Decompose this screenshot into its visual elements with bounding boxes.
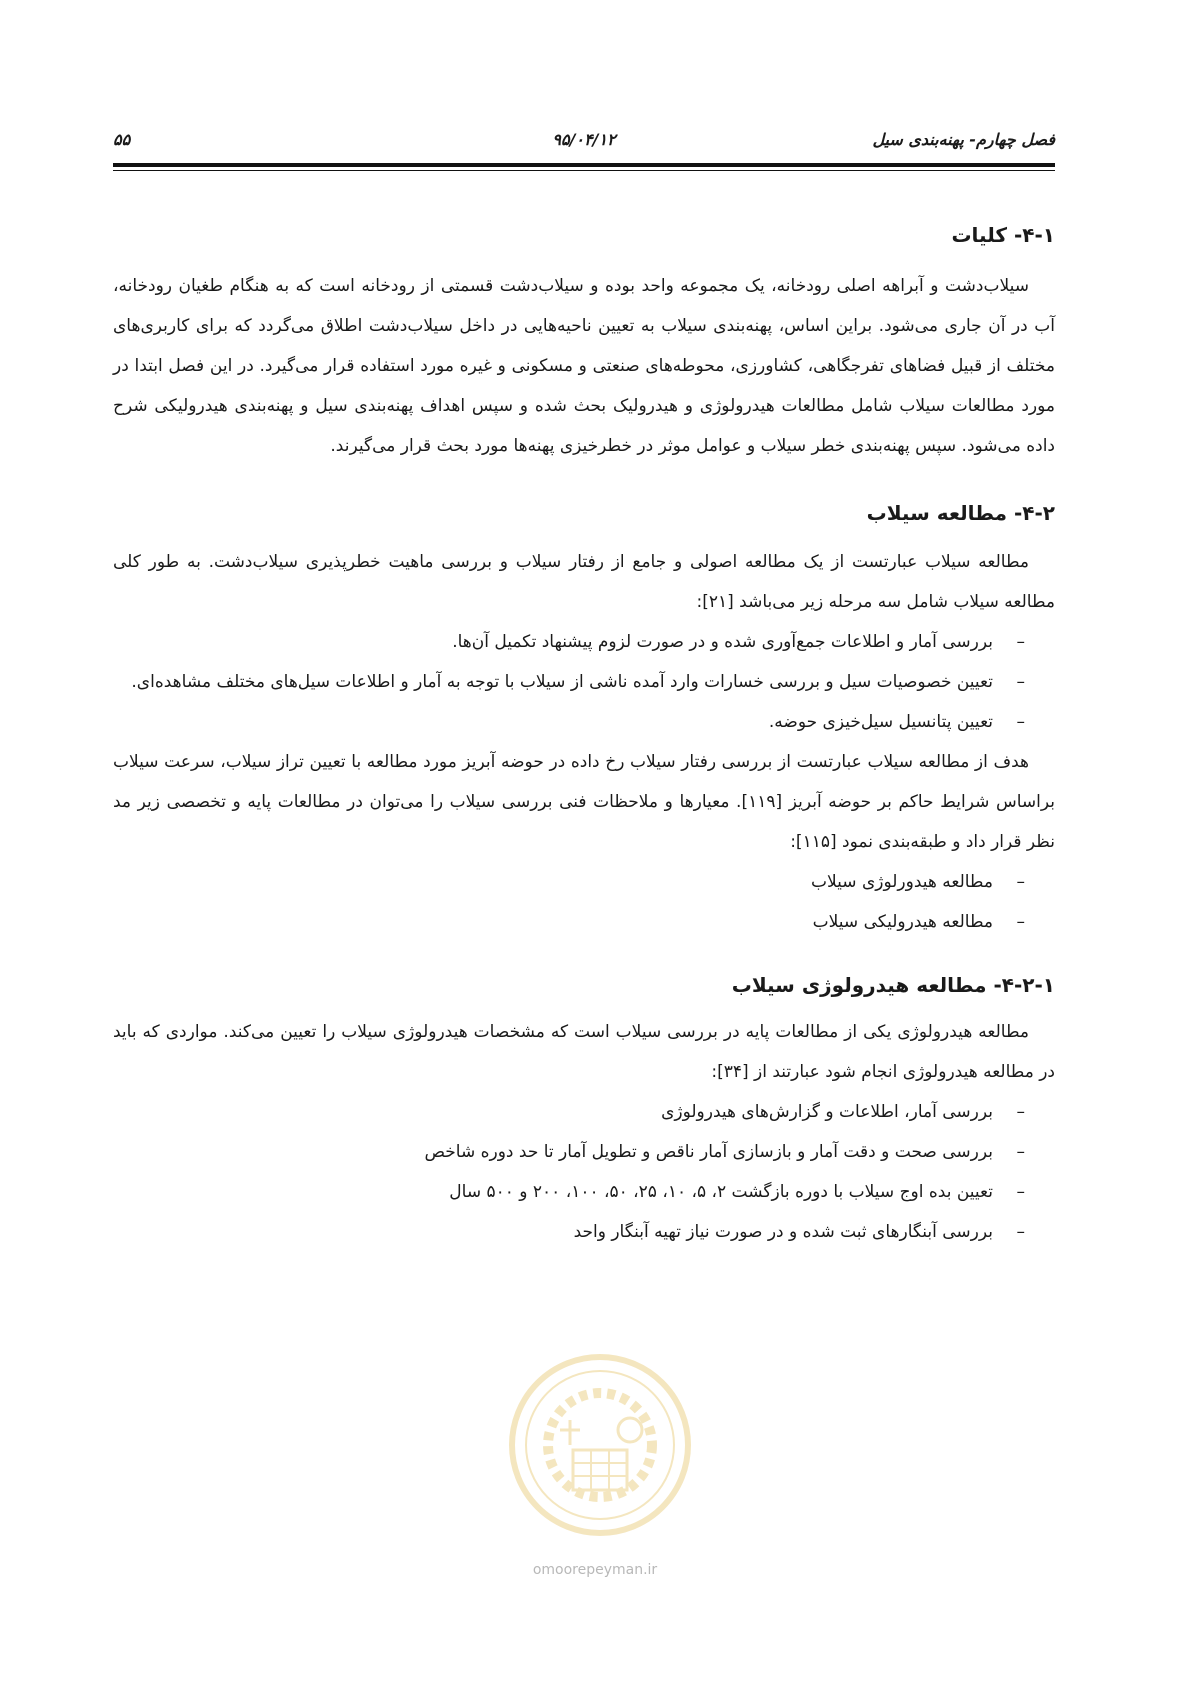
list-item: [113, 862, 1025, 902]
bullet-dash: –: [1016, 912, 1025, 932]
bullet-dash: –: [1016, 672, 1025, 692]
list-item: [113, 622, 1025, 662]
flood-study-stages-list: [113, 622, 1055, 742]
bullet-dash: –: [1016, 632, 1025, 652]
list-item: [113, 902, 1025, 942]
list-item: [113, 1132, 1025, 1172]
header-rule-thin: [113, 170, 1055, 171]
bullet-dash: –: [1016, 872, 1025, 892]
paragraph-generalities: سیلاب‌دشت و آبراهه اصلی رودخانه، یک مجموعه واحد بوده و سیلاب‌دشت قسمتی از رودخانه است که به هنگام طغیان رودخانه، آب در آن جاری می‌شود. براین اساس، پهنه‌بندی سیلاب به تعیین ناحیه‌هایی در داخل سیلاب‌دشت اطلاق می‌گردد که برای کاربری‌های مختلف از قبیل فضاهای تفرجگاهی، کشاورزی، محوطه‌های صنعتی و مسکونی و غیره مورد استفاده قرار می‌گیرد. در این فصل ابتدا در مورد مطالعات سیلاب شامل مطالعات هیدرولوژی و هیدرولیک بحث شده و سپس اهداف پهنه‌بندی سیل و پهنه‌بندی هیدرولیکی شرح داده می‌شود. سپس پهنه‌بندی خطر سیلاب و عوامل موثر در خطرخیزی پهنه‌ها مورد بحث قرار می‌گیرند.: [113, 276, 1055, 456]
bullet-dash: –: [1016, 1102, 1025, 1122]
page-number: ۵۵: [113, 130, 131, 149]
list-item-text: تعیین پتانسیل سیل‌خیزی حوضه.: [768, 712, 993, 732]
watermark-site: omoorepeyman.ir: [532, 1562, 658, 1578]
bullet-dash: –: [1016, 1142, 1025, 1162]
chapter-title: فصل چهارم- پهنه‌بندی سیل: [872, 130, 1055, 149]
list-item: [113, 1212, 1025, 1252]
list-item-text: بررسی آبنگارهای ثبت شده و در صورت نیاز تهیه آبنگار واحد: [573, 1222, 993, 1242]
hydrology-tasks-list: [113, 1092, 1055, 1252]
list-item-text: تعیین بده اوج سیلاب با دوره بازگشت ۲، ۵، ۱۰، ۲۵، ۵۰، ۱۰۰، ۲۰۰ و ۵۰۰ سال: [449, 1182, 993, 1202]
page-body: [113, 210, 1055, 1252]
subsection-heading-hydrology: ۴-۲-۱- مطالعه هیدرولوژی سیلاب: [731, 973, 1055, 997]
header-rule-thick: [113, 163, 1055, 167]
bullet-dash: –: [1016, 712, 1025, 732]
list-item: [113, 702, 1025, 742]
flood-study-types-list: [113, 862, 1055, 942]
header-date: ۹۵/۰۴/۱۲: [552, 130, 616, 149]
bullet-dash: –: [1016, 1182, 1025, 1202]
list-item: [113, 1092, 1025, 1132]
section-heading-flood-study: ۴-۲- مطالعه سیلاب: [866, 501, 1055, 525]
list-item-text: تعیین خصوصیات سیل و بررسی خسارات وارد آمده ناشی از سیلاب با توجه به آمار و اطلاعات سیل‌های مختلف مشاهده‌ای.: [131, 672, 993, 692]
list-item-text: بررسی آمار و اطلاعات جمع‌آوری شده و در صورت لزوم پیشنهاد تکمیل آن‌ها.: [452, 632, 993, 652]
list-item-text: بررسی صحت و دقت آمار و بازسازی آمار ناقص و تطویل آمار تا حد دوره شاخص: [424, 1142, 993, 1162]
paragraph-flood-study-intro: مطالعه سیلاب عبارتست از یک مطالعه اصولی و جامع از رفتار سیلاب و بررسی ماهیت خطرپذیری سیلاب‌دشت. به طور کلی مطالعه سیلاب شامل سه مرحله زیر می‌باشد [۲۱]:: [113, 552, 1055, 612]
paragraph-flood-study-goal: هدف از مطالعه سیلاب عبارتست از بررسی رفتار سیلاب رخ داده در حوضه آبریز مورد مطالعه با تعیین تراز سیلاب، سرعت سیلاب براساس شرایط حاکم بر حوضه آبریز [۱۱۹]. معیارها و ملاحظات فنی بررسی سیلاب را می‌توان در مطالعات پایه و تخصصی زیر مد نظر قرار داد و طبقه‌بندی نمود [۱۱۵]:: [113, 752, 1055, 852]
section-heading-generalities: ۴-۱- کلیات: [951, 223, 1055, 247]
seal-logo-icon: [505, 1350, 695, 1540]
running-header: [113, 130, 1055, 156]
list-item-text: مطالعه هیدرولیکی سیلاب: [812, 912, 993, 932]
list-item: [113, 1172, 1025, 1212]
list-item-text: مطالعه هیدورلوژی سیلاب: [811, 872, 993, 892]
bullet-dash: –: [1016, 1222, 1025, 1242]
list-item-text: بررسی آمار، اطلاعات و گزارش‌های هیدرولوژی: [661, 1102, 993, 1122]
paragraph-hydrology: مطالعه هیدرولوژی یکی از مطالعات پایه در بررسی سیلاب است که مشخصات هیدرولوژی سیلاب را تعیین می‌کند. مواردی که باید در مطالعه هیدرولوژی انجام شود عبارتند از [۳۴]:: [113, 1022, 1055, 1082]
list-item: [113, 662, 1025, 702]
